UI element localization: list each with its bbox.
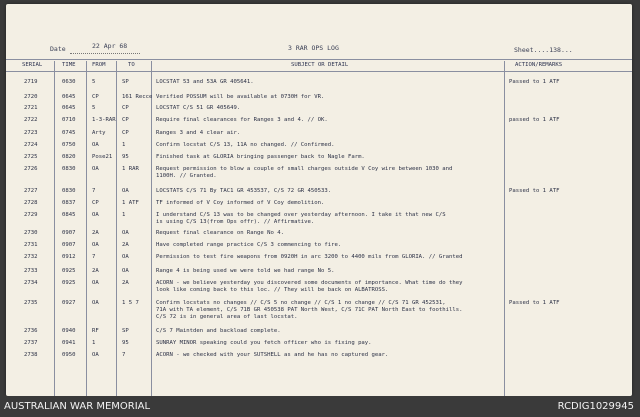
archive-reference: RCDIG1029945 (557, 401, 634, 412)
entry-serial: 2728 (24, 200, 38, 206)
entry-to: 1 (122, 212, 126, 218)
table-top-rule (6, 59, 632, 60)
entry-from: CP (92, 200, 99, 206)
entry-from: 1-3-RAR (92, 117, 116, 123)
entry-time: 0645 (62, 105, 76, 111)
entry-to: OA (122, 254, 129, 260)
column-divider (54, 61, 55, 396)
col-serial: SERIAL (22, 62, 43, 68)
entry-serial: 2732 (24, 254, 38, 260)
entry-time: 0845 (62, 212, 76, 218)
column-divider (86, 61, 87, 396)
entry-time: 0912 (62, 254, 76, 260)
entry-time: 0630 (62, 79, 76, 85)
entry-to: 1 5 7 (122, 300, 139, 306)
entry-from: RF (92, 328, 99, 334)
header-rule (6, 71, 632, 72)
entry-serial: 2731 (24, 242, 38, 248)
entry-detail: Require final clearances for Ranges 3 and 4. // OK. (156, 117, 328, 123)
entry-to: 1 ATF (122, 200, 139, 206)
entry-to: 1 (122, 142, 126, 148)
entry-time: 0745 (62, 130, 76, 136)
entry-from: OA (92, 280, 99, 286)
entry-detail: Range 4 is being used we were told we had range No 5. (156, 268, 335, 274)
date-underline (70, 52, 140, 54)
log-title: 3 RAR OPS LOG (288, 44, 339, 52)
entry-detail: Request final clearance on Range No 4. (156, 230, 284, 236)
entry-serial: 2720 (24, 94, 38, 100)
entry-to: 95 (122, 340, 129, 346)
entry-from: CP (92, 94, 99, 100)
entry-detail: C/S 7 Maintden and backload complete. (156, 328, 281, 334)
entry-detail: Permission to test fire weapons from 0920H in arc 3200 to 4400 mils from GLORIA. // Granted (156, 254, 463, 260)
entry-time: 0830 (62, 188, 76, 194)
entry-to: 161 Recce (122, 94, 153, 100)
entry-action: passed to 1 ATF (509, 117, 560, 123)
entry-from: 7 (92, 188, 96, 194)
entry-from: 5 (92, 105, 96, 111)
entry-detail: LOCSTATS C/S 71 By TAC1 GR 453537, C/S 72 GR 450533. (156, 188, 332, 194)
archive-name: AUSTRALIAN WAR MEMORIAL (4, 401, 151, 412)
date-value: 22 Apr 68 (92, 42, 128, 50)
entry-time: 0710 (62, 117, 76, 123)
entry-serial: 2738 (24, 352, 38, 358)
entry-serial: 2734 (24, 280, 38, 286)
entry-from: 7 (92, 254, 96, 260)
entry-action: Passed to 1 ATF (509, 188, 560, 194)
col-to: TO (128, 62, 135, 68)
entry-detail: ACORN - we believe yesterday you discovered some documents of importance. What time do they look like coming back to this loc. // They will be back on ALBATROSS. (156, 280, 463, 293)
entry-time: 0927 (62, 300, 76, 306)
entry-time: 0830 (62, 166, 76, 172)
entry-serial: 2733 (24, 268, 38, 274)
entry-to: OA (122, 268, 129, 274)
entry-serial: 2727 (24, 188, 38, 194)
entry-serial: 2725 (24, 154, 38, 160)
entry-from: OA (92, 166, 99, 172)
entry-from: Arty (92, 130, 106, 136)
col-time: TIME (62, 62, 76, 68)
entry-to: SP (122, 79, 129, 85)
entry-time: 0950 (62, 352, 76, 358)
entry-time: 0925 (62, 280, 76, 286)
entry-from: OA (92, 212, 99, 218)
entry-from: 2A (92, 230, 99, 236)
entry-detail: TF informed of V Coy informed of V Coy demolition. (156, 200, 325, 206)
col-from: FROM (92, 62, 106, 68)
entry-detail: LOCSTAT C/S 51 GR 405649. (156, 105, 241, 111)
entry-time: 0941 (62, 340, 76, 346)
entry-serial: 2723 (24, 130, 38, 136)
entry-from: 1 (92, 340, 96, 346)
entry-from: OA (92, 300, 99, 306)
entry-to: 7 (122, 352, 126, 358)
entry-serial: 2729 (24, 212, 38, 218)
entry-time: 0837 (62, 200, 76, 206)
archive-footer (0, 396, 640, 417)
entry-time: 0925 (62, 268, 76, 274)
entry-to: 1 RAR (122, 166, 139, 172)
entry-serial: 2721 (24, 105, 38, 111)
entry-detail: LOCSTAT 53 and 53A GR 405641. (156, 79, 254, 85)
entry-time: 0645 (62, 94, 76, 100)
sheet-number: Sheet....138... (514, 46, 573, 54)
entry-from: 5 (92, 79, 96, 85)
entry-to: OA (122, 230, 129, 236)
entry-to: 2A (122, 280, 129, 286)
entry-to: OA (122, 188, 129, 194)
entry-time: 0820 (62, 154, 76, 160)
entry-detail: Confirm locstats no changes // C/S 5 no change // C/S 1 no change // C/S 71 GR 452531, 71A with TA element, C/S 71B GR 450538 PAT North West, C/S 71C PAT North East to foothills. C/S 72 is in general area of last locstat. (156, 300, 463, 320)
entry-to: 2A (122, 242, 129, 248)
entry-serial: 2726 (24, 166, 38, 172)
entry-detail: Ranges 3 and 4 clear air. (156, 130, 241, 136)
entry-serial: 2736 (24, 328, 38, 334)
entry-detail: Request permission to blow a couple of small charges outside V Coy wire between 1030 and 1100H. // Granted. (156, 166, 453, 179)
entry-action: Passed to 1 ATF (509, 79, 560, 85)
entry-detail: ACORN - we checked with your SUTSHELL as and he has no captured gear. (156, 352, 389, 358)
entry-serial: 2724 (24, 142, 38, 148)
column-divider (116, 61, 117, 396)
col-action: ACTION/REMARKS (515, 62, 563, 68)
entry-to: CP (122, 117, 129, 123)
entry-to: CP (122, 105, 129, 111)
entry-to: CP (122, 130, 129, 136)
date-label: Date (50, 45, 66, 53)
entry-time: 0940 (62, 328, 76, 334)
entry-time: 0907 (62, 242, 76, 248)
entry-from: OA (92, 352, 99, 358)
entry-detail: Confirm locstat C/S 13, 11A no changed. // Confirmed. (156, 142, 335, 148)
entry-detail: I understand C/S 13 was to be changed over yesterday afternoon. I take it that new C/S is using C/S 13(from Ops offr). // Affirmative. (156, 212, 446, 225)
entry-serial: 2722 (24, 117, 38, 123)
entry-from: OA (92, 142, 99, 148)
entry-time: 0907 (62, 230, 76, 236)
entry-serial: 2719 (24, 79, 38, 85)
entry-detail: SUNRAY MINOR speaking could you fetch officer who is fixing pay. (156, 340, 372, 346)
log-sheet (6, 4, 632, 396)
column-divider (151, 61, 152, 396)
entry-detail: Verified POSSUM will be available at 0730H for VR. (156, 94, 325, 100)
entry-serial: 2737 (24, 340, 38, 346)
entry-to: 95 (122, 154, 129, 160)
entry-action: Passed to 1 ATF (509, 300, 560, 306)
entry-from: Pose21 (92, 154, 113, 160)
entry-from: OA (92, 242, 99, 248)
entry-detail: Have completed range practice C/S 3 commencing to fire. (156, 242, 342, 248)
entry-to: SP (122, 328, 129, 334)
entry-serial: 2730 (24, 230, 38, 236)
entry-from: 2A (92, 268, 99, 274)
col-detail: SUBJECT OR DETAIL (291, 62, 349, 68)
entry-time: 0750 (62, 142, 76, 148)
entry-detail: Finished task at GLORIA bringing passenger back to Nagle Farm. (156, 154, 365, 160)
entry-serial: 2735 (24, 300, 38, 306)
